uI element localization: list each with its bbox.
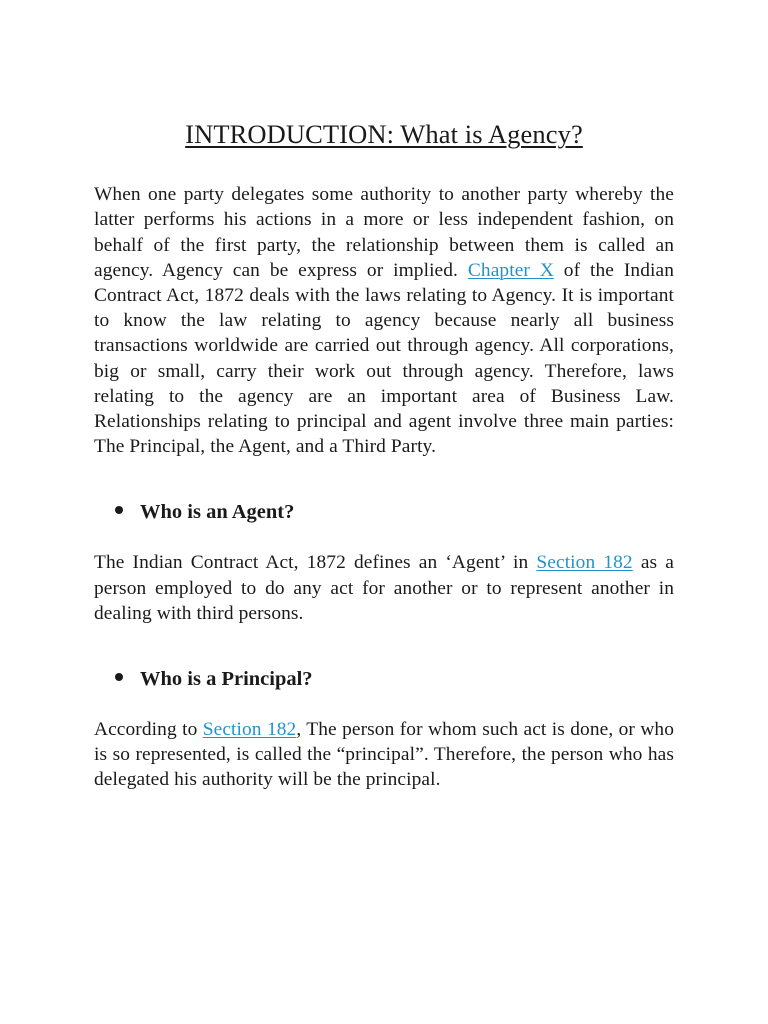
agent-heading-text: Who is an Agent?	[140, 501, 295, 524]
principal-heading	[94, 666, 674, 692]
document-page	[94, 118, 674, 793]
principal-heading-text: Who is a Principal?	[140, 667, 313, 690]
agent-heading	[94, 499, 674, 525]
principal-text-end: , The person for whom such act is done, or who is so represented, is called the “principal”. Therefore, the person who has delegated his authority will be the principal.	[94, 718, 675, 791]
section-182-link[interactable]: Section 182	[202, 718, 297, 740]
intro-text-end: of the Indian Contract Act, 1872 deals with the laws relating to Agency. It is important to know the law relating to agency because nearly all business transactions worldwide are carried out through agency. All corporations, big or small, carry their work out through agency. Therefore, laws relating to the agency are an important area of Business Law. Relationships relating to principal and agent involve three main parties: The Principal, the Agent, and a Third Party.	[94, 259, 675, 458]
agent-text-start: The Indian Contract Act, 1872 defines an ‘Agent’ in	[94, 552, 537, 574]
agent-paragraph	[94, 550, 674, 626]
intro-text-start: When one party delegates some authority to another party whereby the latter performs his actions in a more or less independent fashion, on behalf of the first party, the relationship between them is called an agency. Agency can be express or implied.	[94, 184, 674, 281]
page-title: INTRODUCTION: What is Agency?	[185, 119, 583, 149]
chapter-x-link[interactable]: Chapter X	[467, 259, 554, 281]
intro-paragraph	[94, 182, 674, 459]
principal-text-start: According to	[94, 718, 203, 740]
agent-text-end: as a person employed to do any act for another or to represent another in dealing with third persons.	[94, 552, 674, 624]
bullet-icon	[115, 673, 123, 681]
principal-paragraph	[94, 717, 674, 793]
bullet-icon	[115, 506, 123, 514]
section-182-link[interactable]: Section 182	[536, 552, 633, 574]
